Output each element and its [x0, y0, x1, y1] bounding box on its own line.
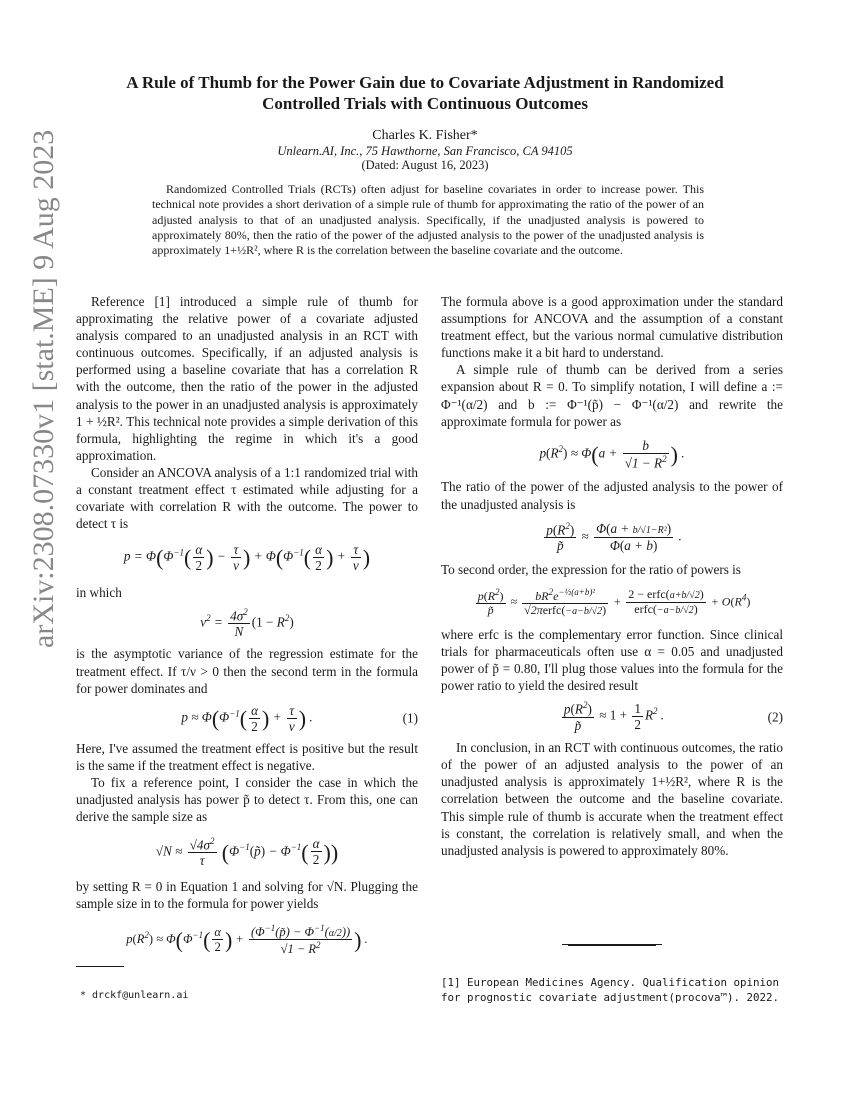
equation-sample-size: √N ≈ $\frac{√4\sigma^2}{\tau}$ ($\Phi^{-1}(p̃) - \Phi^{-1}$( $\frac{\alpha}{2}$ )) — [155, 835, 339, 869]
equation-power-ab: $p(R^2) \approx \Phi(a$ + $\frac{b}{√1 - R^2}$ ) . — [539, 437, 685, 471]
equation-power-plugged: $p(R^2) \approx \Phi(\Phi^{-1}$( $\frac{\alpha}{2}$ ) + $\frac{(\Phi^{-1}(p̃) - \Phi^{-1}(\alpha/2))}{√1 - R^2}$ ) . — [126, 922, 368, 957]
section-end-rule — [562, 944, 662, 945]
date-line: (Dated: August 16, 2023) — [361, 158, 489, 172]
arxiv-stamp-graphic — [8, 0, 68, 1100]
left-paragraph-1: Reference [1] introduced a simple rule of thumb for approximating the relative power of a covariate adjusted analysis compared to an unadjusted analysis in an RCT with continuous outcomes. Specifically, if an adjusted analysis is performed using a baseline covariate that has a correlation R with the outcome, then the ratio of the power in the adjusted analysis to the power in an unadjusted analysis is approximately 1 + ½R². This technical note provides a simple derivation of this formula, highlighting the regime in which it's a good approximation. — [76, 294, 418, 463]
footnote-email: * drckf@unlearn.ai — [80, 990, 189, 1001]
equation-variance: $\nu^2$ = $\frac{4\sigma^2}{N}$ $(1 - R^2)$ — [200, 606, 294, 640]
affiliation: Unlearn.AI, Inc., 75 Hawthorne, San Francisco, CA 94105 — [277, 144, 573, 158]
right-paragraph-2: A simple rule of thumb can be derived from a series expansion about R = 0. To simplify notation, I will define a := Φ⁻¹(α/2) and b := Φ⁻¹(p̃) − Φ⁻¹(α/2) and rewrite the approximate formula for power as — [441, 362, 783, 429]
equation-ratio: $\frac{p(R^2)}{p̃}$ ≈ $\frac{\text{Φ(a + b/√1−R²)}}{\Phi(a + b)}$ . — [546, 520, 682, 554]
arxiv-stamp — [8, 0, 68, 1100]
right-column — [441, 293, 783, 859]
equation-1-number: (1) — [402, 710, 418, 726]
left-paragraph-3: in which — [76, 584, 122, 600]
right-paragraph-6: In conclusion, in an RCT with continuous outcomes, the ratio of the power of an adjusted analysis to the power of an unadjusted analysis is approximately 1+½R², where R is the correlation between the outcome and the baseline covariate. This simple rule of thumb is accurate when the treatment effect is constant, the correlation is relatively small, and when the unadjusted analysis is powered to approximately 80%. — [441, 740, 783, 858]
left-paragraph-7: by setting R = 0 in Equation 1 and solving for √N. Plugging the sample size in to the formula for power yields — [76, 879, 418, 912]
right-paragraph-3: The ratio of the power of the adjusted analysis to the power of the unadjusted analysis is — [441, 479, 783, 512]
left-paragraph-5: Here, I've assumed the treatment effect is positive but the result is the same if the treatment effect is negative. — [76, 741, 418, 774]
left-paragraph-4: is the asymptotic variance of the regression estimate for the treatment effect. If τ/ν > 0 then the second term in the formula for power dominates and — [76, 646, 418, 696]
left-column — [76, 293, 418, 967]
right-paragraph-1: The formula above is a good approximation under the standard assumptions for ANCOVA and the assumption of a constant treatment effect, but the various normal cumulative distribution functions make it a bit hard to understand. — [441, 294, 783, 361]
arxiv-stamp-text: arXiv:2308.07330v1 [stat.ME] 9 Aug 2023 — [27, 129, 60, 648]
footnote-rule — [76, 966, 124, 967]
equation-second-order: $\frac{p(R^2)}{p̃}$ ≈ $\frac{bR^2e^{-\frac{1}{2}(a+b)^2}}{\text{√2πerfc(−a−b/√2)}}$ + $\frac{\text{2 − erfc(a+b/√2)}}{\text{erfc(−a−b/√2)}}$ + $O(R^4)$ — [477, 586, 751, 618]
equation-power: $p = \Phi(\Phi^{-1}$( $\frac{\alpha}{2}$ ) − $\frac{\tau}{\nu}$ ) + $\Phi(\Phi^{-1}$( $\frac{\alpha}{2}$ ) + $\frac{\tau}{\nu}$ ) — [123, 542, 371, 574]
equation-1: $p \approx \Phi(\Phi^{-1}$( $\frac{\alpha}{2}$ ) + $\frac{\tau}{\nu}$ ) . (1) — [181, 702, 418, 734]
title-line-1: A Rule of Thumb for the Power Gain due to Covariate Adjustment in Randomized — [126, 73, 724, 92]
author: Charles K. Fisher* — [372, 128, 478, 143]
title-line-2: Controlled Trials with Continuous Outcomes — [262, 94, 588, 113]
abstract: Randomized Controlled Trials (RCTs) often adjust for baseline covariates in order to increase power. This technical note provides a short derivation of a simple rule of thumb for approximating the ratio of the power of an adjusted analysis to that of an unadjusted analysis. Specifically, if the unadjusted analysis is powered to approximately 80%, then the ratio of the power of the adjusted analysis to the power of the unadjusted analysis is approximately 1+½R², where R is the correlation between the baseline covariate and the outcome. — [152, 182, 704, 258]
right-paragraph-5: where erfc is the complementary error function. Since clinical trials for pharmaceuticals often use α = 0.05 and unadjusted power of p̃ = 0.80, I'll plug those values into the formula for the power ratio to yield the desired result — [441, 627, 783, 694]
paper-title — [60, 72, 790, 114]
left-paragraph-6: To fix a reference point, I consider the case in which the unadjusted analysis has power p̃ to detect τ. From this, one can derive the sample size as — [76, 775, 418, 825]
equation-2-number: (2) — [767, 709, 783, 725]
equation-2: $\frac{p(R^2)}{p̃}$ ≈ 1 + $\frac{1}{2}$ $R^2$ . (2) — [563, 700, 783, 734]
left-paragraph-2: Consider an ANCOVA analysis of a 1:1 randomized trial with a constant treatment effect τ estimated while adjusting for a covariate with correlation R with the outcome. The power to detect τ is — [76, 464, 418, 532]
right-paragraph-4: To second order, the expression for the ratio of powers is — [441, 562, 741, 578]
reference-1: [1] European Medicines Agency. Qualification opinion for prognostic covariate adjustment(procova™). 2022. — [441, 976, 780, 1004]
